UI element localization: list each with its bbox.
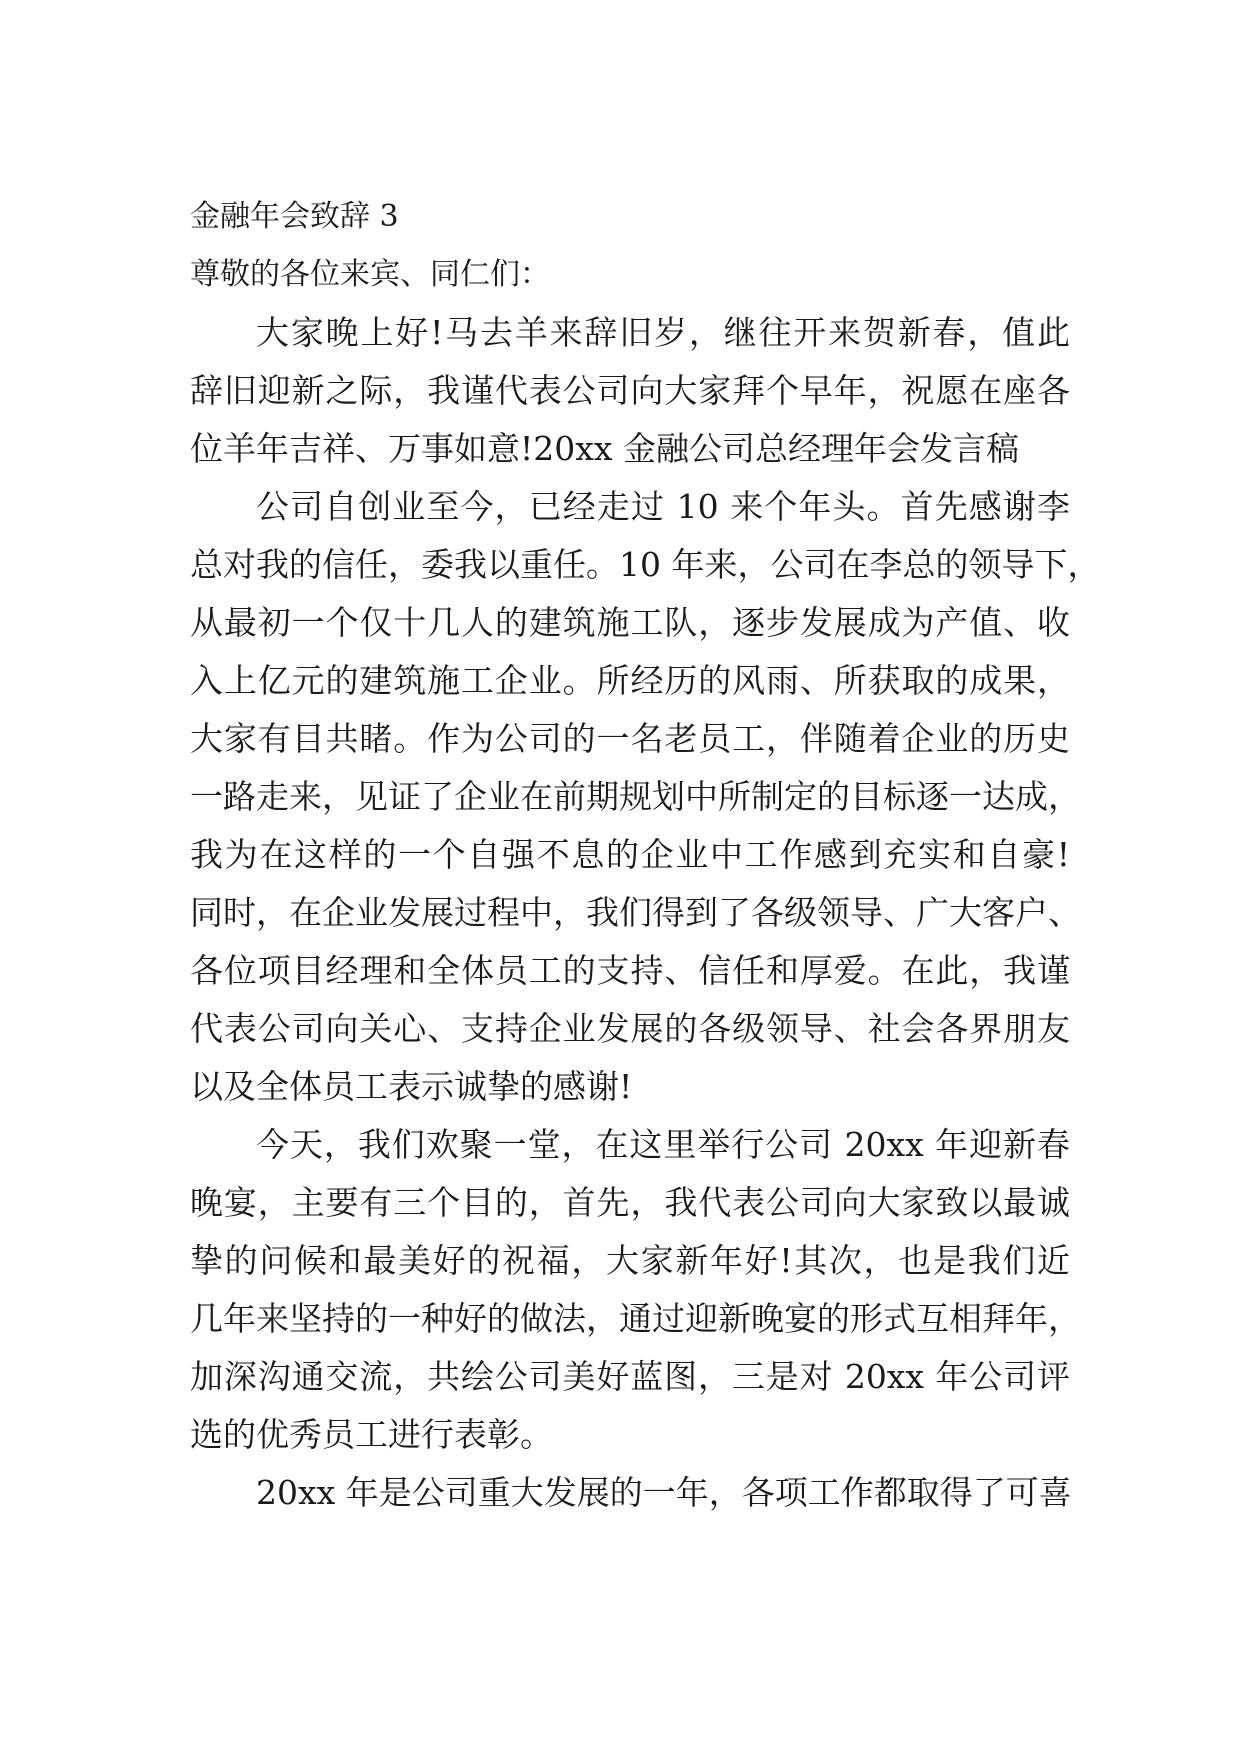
paragraph-line: 今天，我们欢聚一堂，在这里举行公司 20xx 年迎新春 xyxy=(256,1125,1070,1164)
paragraph-line: 20xx 年是公司重大发展的一年，各项工作都取得了可喜 xyxy=(256,1473,1072,1512)
paragraph-line: 大家有目共睹。作为公司的一名老员工，伴随着企业的历史 xyxy=(190,719,1070,758)
paragraph-line: 入上亿元的建筑施工企业。所经历的风雨、所获取的成果， xyxy=(190,661,1070,700)
paragraph-line: 几年来坚持的一种好的做法，通过迎新晚宴的形式互相拜年， xyxy=(190,1299,1081,1338)
paragraph-line: 位羊年吉祥、万事如意!20xx 金融公司总经理年会发言稿 xyxy=(190,429,1019,468)
paragraph-gathering xyxy=(190,1116,1081,1464)
paragraph-line: 公司自创业至今，已经走过 10 来个年头。首先感谢李 xyxy=(256,487,1070,526)
paragraph-line: 加深沟通交流，共绘公司美好蓝图，三是对 20xx 年公司评 xyxy=(190,1357,1070,1396)
paragraph-line: 代表公司向关心、支持企业发展的各级领导、社会各界朋友 xyxy=(190,1009,1070,1048)
paragraph-company-history xyxy=(190,478,1101,1116)
salutation: 尊敬的各位来宾、同仁们： xyxy=(190,257,550,292)
paragraph-line: 挚的问候和最美好的祝福，大家新年好!其次，也是我们近 xyxy=(190,1241,1070,1280)
paragraph-line: 大家晚上好!马去羊来辞旧岁，继往开来贺新春，值此 xyxy=(256,313,1070,352)
paragraph-line: 从最初一个仅十几人的建筑施工队，逐步发展成为产值、收 xyxy=(190,603,1070,642)
paragraph-line: 辞旧迎新之际，我谨代表公司向大家拜个早年，祝愿在座各 xyxy=(190,371,1070,410)
paragraph-line: 各位项目经理和全体员工的支持、信任和厚爱。在此，我谨 xyxy=(190,951,1070,990)
paragraph-year-review xyxy=(190,1464,1070,1522)
paragraph-line: 一路走来，见证了企业在前期规划中所制定的目标逐一达成， xyxy=(190,777,1081,816)
paragraph-line: 晚宴，主要有三个目的，首先，我代表公司向大家致以最诚 xyxy=(190,1183,1070,1222)
paragraph-greeting xyxy=(190,304,1070,478)
paragraph-line: 同时，在企业发展过程中，我们得到了各级领导、广大客户、 xyxy=(190,893,1081,932)
paragraph-line: 总对我的信任，委我以重任。10 年来，公司在李总的领导下， xyxy=(190,545,1101,584)
paragraph-line: 以及全体员工表示诚挚的感谢! xyxy=(190,1067,633,1106)
paragraph-line: 选的优秀员工进行表彰。 xyxy=(190,1415,553,1454)
document-title: 金融年会致辞 3 xyxy=(190,199,399,234)
paragraph-line: 我为在这样的一个自强不息的企业中工作感到充实和自豪! xyxy=(190,835,1070,874)
document-body xyxy=(190,188,1101,1522)
